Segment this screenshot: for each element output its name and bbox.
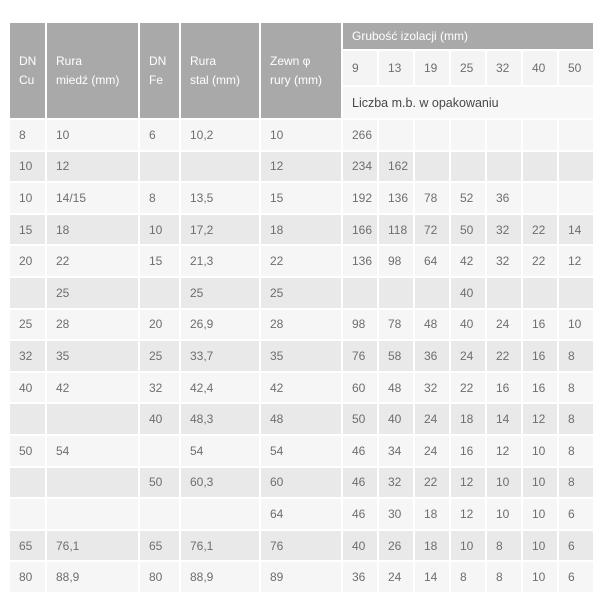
table-cell: 25 bbox=[139, 340, 180, 372]
table-cell: 12 bbox=[450, 467, 486, 499]
thickness-value: 50 bbox=[558, 50, 594, 86]
table-cell: 35 bbox=[260, 340, 342, 372]
table-cell: 65 bbox=[139, 530, 180, 562]
table-cell: 22 bbox=[522, 245, 558, 277]
table-row bbox=[9, 435, 594, 467]
table-cell: 64 bbox=[260, 498, 342, 530]
table-cell: 60 bbox=[260, 467, 342, 499]
table-cell: 16 bbox=[522, 372, 558, 404]
table-cell: 32 bbox=[139, 372, 180, 404]
table-cell: 52 bbox=[450, 182, 486, 214]
table-cell: 20 bbox=[139, 309, 180, 341]
table-row bbox=[9, 403, 594, 435]
table-row bbox=[9, 467, 594, 499]
table-cell bbox=[486, 277, 522, 309]
header-line: Zewn φ bbox=[270, 53, 311, 68]
table-cell: 22 bbox=[522, 214, 558, 246]
table-cell: 10 bbox=[139, 214, 180, 246]
table-row bbox=[9, 214, 594, 246]
table-cell: 34 bbox=[378, 435, 414, 467]
table-cell bbox=[378, 277, 414, 309]
table-cell: 22 bbox=[414, 467, 450, 499]
table-cell: 76,1 bbox=[46, 530, 139, 562]
table-cell: 46 bbox=[342, 498, 378, 530]
table-cell: 65 bbox=[9, 530, 46, 562]
table-cell: 22 bbox=[260, 245, 342, 277]
table-cell: 12 bbox=[46, 151, 139, 183]
table-cell: 48 bbox=[260, 403, 342, 435]
table-cell: 46 bbox=[342, 467, 378, 499]
table-cell: 58 bbox=[378, 340, 414, 372]
table-cell: 22 bbox=[46, 245, 139, 277]
table-cell: 28 bbox=[260, 309, 342, 341]
table-cell: 33,7 bbox=[180, 340, 260, 372]
table-cell: 16 bbox=[486, 372, 522, 404]
table-cell bbox=[558, 277, 594, 309]
table-cell bbox=[46, 467, 139, 499]
header-line: Cu bbox=[19, 72, 35, 87]
table-cell: 89 bbox=[260, 561, 342, 593]
table-cell bbox=[414, 151, 450, 183]
table-cell: 13,5 bbox=[180, 182, 260, 214]
insulation-table-wrapper bbox=[8, 21, 593, 594]
table-cell bbox=[558, 151, 594, 183]
table-cell: 6 bbox=[139, 119, 180, 151]
table-row bbox=[9, 245, 594, 277]
table-cell: 8 bbox=[558, 340, 594, 372]
table-cell: 8 bbox=[558, 372, 594, 404]
table-cell: 17,2 bbox=[180, 214, 260, 246]
table-cell: 36 bbox=[414, 340, 450, 372]
table-cell: 8 bbox=[558, 467, 594, 499]
table-cell: 26 bbox=[378, 530, 414, 562]
table-cell: 136 bbox=[342, 245, 378, 277]
table-cell: 28 bbox=[46, 309, 139, 341]
thickness-value: 19 bbox=[414, 50, 450, 86]
table-cell: 10 bbox=[9, 182, 46, 214]
table-cell: 50 bbox=[139, 467, 180, 499]
table-cell bbox=[46, 498, 139, 530]
table-cell: 10 bbox=[522, 561, 558, 593]
table-cell: 10,2 bbox=[180, 119, 260, 151]
table-cell: 30 bbox=[378, 498, 414, 530]
table-cell: 15 bbox=[139, 245, 180, 277]
table-cell: 32 bbox=[378, 467, 414, 499]
table-cell: 78 bbox=[414, 182, 450, 214]
table-cell: 24 bbox=[378, 561, 414, 593]
table-cell: 50 bbox=[9, 435, 46, 467]
table-cell: 18 bbox=[260, 214, 342, 246]
table-row bbox=[9, 277, 594, 309]
table-cell bbox=[139, 277, 180, 309]
header-zewn-fi-rury bbox=[260, 22, 342, 119]
table-cell: 162 bbox=[378, 151, 414, 183]
table-cell: 40 bbox=[378, 403, 414, 435]
table-cell: 10 bbox=[260, 119, 342, 151]
table-cell: 10 bbox=[486, 498, 522, 530]
table-cell: 14/15 bbox=[46, 182, 139, 214]
table-cell: 8 bbox=[486, 561, 522, 593]
header-line: Fe bbox=[149, 72, 164, 87]
table-cell: 88,9 bbox=[180, 561, 260, 593]
table-cell: 234 bbox=[342, 151, 378, 183]
table-cell: 48,3 bbox=[180, 403, 260, 435]
table-cell: 16 bbox=[522, 340, 558, 372]
table-cell: 118 bbox=[378, 214, 414, 246]
table-cell: 42 bbox=[260, 372, 342, 404]
table-cell: 10 bbox=[522, 435, 558, 467]
table-cell: 18 bbox=[46, 214, 139, 246]
table-cell: 6 bbox=[558, 561, 594, 593]
table-cell: 12 bbox=[450, 498, 486, 530]
header-line: Rura bbox=[190, 53, 217, 68]
table-cell: 136 bbox=[378, 182, 414, 214]
table-cell: 10 bbox=[486, 467, 522, 499]
table-cell bbox=[522, 182, 558, 214]
table-row bbox=[9, 309, 594, 341]
table-cell: 60,3 bbox=[180, 467, 260, 499]
table-cell: 10 bbox=[46, 119, 139, 151]
table-body bbox=[9, 119, 594, 593]
table-cell: 12 bbox=[486, 435, 522, 467]
table-cell: 20 bbox=[9, 245, 46, 277]
table-cell bbox=[139, 435, 180, 467]
table-cell: 192 bbox=[342, 182, 378, 214]
table-cell: 25 bbox=[9, 309, 46, 341]
table-cell bbox=[486, 119, 522, 151]
thickness-value: 9 bbox=[342, 50, 378, 86]
table-cell bbox=[414, 277, 450, 309]
table-cell: 6 bbox=[558, 530, 594, 562]
table-cell: 8 bbox=[486, 530, 522, 562]
table-row bbox=[9, 151, 594, 183]
table-cell: 32 bbox=[414, 372, 450, 404]
table-cell: 10 bbox=[522, 530, 558, 562]
table-cell bbox=[558, 119, 594, 151]
header-dn-fe bbox=[139, 22, 180, 119]
table-cell: 25 bbox=[180, 277, 260, 309]
table-cell: 24 bbox=[450, 340, 486, 372]
table-cell: 42,4 bbox=[180, 372, 260, 404]
table-cell: 54 bbox=[260, 435, 342, 467]
table-cell: 18 bbox=[414, 498, 450, 530]
table-cell: 76 bbox=[260, 530, 342, 562]
table-cell: 10 bbox=[522, 467, 558, 499]
table-cell: 98 bbox=[378, 245, 414, 277]
table-cell: 24 bbox=[414, 435, 450, 467]
table-cell: 8 bbox=[558, 435, 594, 467]
header-line: miedź (mm) bbox=[56, 72, 120, 87]
header-rura-stal bbox=[180, 22, 260, 119]
header-line: Rura bbox=[56, 53, 83, 68]
table-row bbox=[9, 340, 594, 372]
table-cell: 76 bbox=[342, 340, 378, 372]
table-cell: 18 bbox=[450, 403, 486, 435]
table-cell: 80 bbox=[139, 561, 180, 593]
table-header-row bbox=[9, 22, 594, 50]
table-cell bbox=[450, 119, 486, 151]
table-cell: 12 bbox=[558, 245, 594, 277]
table-cell bbox=[522, 119, 558, 151]
table-cell: 8 bbox=[558, 403, 594, 435]
table-cell: 14 bbox=[486, 403, 522, 435]
table-cell bbox=[9, 403, 46, 435]
table-cell bbox=[46, 403, 139, 435]
table-cell: 25 bbox=[46, 277, 139, 309]
table-cell: 10 bbox=[522, 498, 558, 530]
table-cell: 18 bbox=[414, 530, 450, 562]
table-row bbox=[9, 119, 594, 151]
table-row bbox=[9, 530, 594, 562]
table-row bbox=[9, 498, 594, 530]
header-line: DN bbox=[19, 53, 37, 68]
header-rura-miedz bbox=[46, 22, 139, 119]
table-cell: 32 bbox=[9, 340, 46, 372]
header-line: stal (mm) bbox=[190, 72, 240, 87]
table-cell: 32 bbox=[486, 214, 522, 246]
table-row bbox=[9, 182, 594, 214]
table-cell: 6 bbox=[558, 498, 594, 530]
table-cell: 78 bbox=[378, 309, 414, 341]
thickness-value: 40 bbox=[522, 50, 558, 86]
table-cell: 8 bbox=[9, 119, 46, 151]
table-cell bbox=[558, 182, 594, 214]
table-cell: 8 bbox=[450, 561, 486, 593]
table-cell: 64 bbox=[414, 245, 450, 277]
table-cell: 42 bbox=[46, 372, 139, 404]
thickness-value: 25 bbox=[450, 50, 486, 86]
thickness-value: 13 bbox=[378, 50, 414, 86]
table-cell: 50 bbox=[342, 403, 378, 435]
table-cell: 25 bbox=[260, 277, 342, 309]
table-row bbox=[9, 372, 594, 404]
table-cell: 24 bbox=[486, 309, 522, 341]
table-cell bbox=[450, 151, 486, 183]
table-cell: 54 bbox=[46, 435, 139, 467]
table-cell: 60 bbox=[342, 372, 378, 404]
table-cell bbox=[9, 467, 46, 499]
table-cell: 36 bbox=[486, 182, 522, 214]
table-cell bbox=[522, 277, 558, 309]
table-cell bbox=[139, 151, 180, 183]
table-cell bbox=[139, 498, 180, 530]
table-cell: 48 bbox=[378, 372, 414, 404]
table-cell: 12 bbox=[260, 151, 342, 183]
table-cell bbox=[9, 277, 46, 309]
table-cell: 46 bbox=[342, 435, 378, 467]
table-cell: 21,3 bbox=[180, 245, 260, 277]
table-cell: 35 bbox=[46, 340, 139, 372]
header-line: rury (mm) bbox=[270, 72, 322, 87]
table-cell bbox=[378, 119, 414, 151]
table-cell: 98 bbox=[342, 309, 378, 341]
table-cell: 48 bbox=[414, 309, 450, 341]
header-insulation-thickness: Grubość izolacji (mm) bbox=[342, 22, 594, 50]
table-cell: 10 bbox=[9, 151, 46, 183]
table-cell: 40 bbox=[342, 530, 378, 562]
table-cell: 22 bbox=[486, 340, 522, 372]
table-cell: 15 bbox=[9, 214, 46, 246]
table-cell: 40 bbox=[450, 309, 486, 341]
table-cell: 22 bbox=[450, 372, 486, 404]
insulation-spec-table bbox=[8, 21, 595, 594]
table-cell bbox=[342, 277, 378, 309]
table-cell bbox=[180, 498, 260, 530]
table-cell: 36 bbox=[342, 561, 378, 593]
table-cell: 72 bbox=[414, 214, 450, 246]
table-cell: 10 bbox=[450, 530, 486, 562]
table-cell: 50 bbox=[450, 214, 486, 246]
table-cell: 40 bbox=[450, 277, 486, 309]
table-cell: 266 bbox=[342, 119, 378, 151]
table-cell: 12 bbox=[522, 403, 558, 435]
table-cell: 16 bbox=[522, 309, 558, 341]
table-cell: 80 bbox=[9, 561, 46, 593]
table-cell bbox=[9, 498, 46, 530]
header-dn-cu bbox=[9, 22, 46, 119]
table-cell: 8 bbox=[139, 182, 180, 214]
table-cell: 14 bbox=[558, 214, 594, 246]
table-cell: 54 bbox=[180, 435, 260, 467]
table-cell: 88,9 bbox=[46, 561, 139, 593]
table-cell bbox=[180, 151, 260, 183]
table-cell bbox=[522, 151, 558, 183]
table-cell: 15 bbox=[260, 182, 342, 214]
table-cell bbox=[486, 151, 522, 183]
thickness-value: 32 bbox=[486, 50, 522, 86]
table-cell: 24 bbox=[414, 403, 450, 435]
table-cell: 166 bbox=[342, 214, 378, 246]
table-cell: 42 bbox=[450, 245, 486, 277]
table-cell: 26,9 bbox=[180, 309, 260, 341]
pack-quantity-header: Liczba m.b. w opakowaniu bbox=[342, 86, 594, 119]
table-cell: 10 bbox=[558, 309, 594, 341]
table-row bbox=[9, 561, 594, 593]
table-cell: 32 bbox=[486, 245, 522, 277]
table-cell: 40 bbox=[139, 403, 180, 435]
table-cell: 14 bbox=[414, 561, 450, 593]
header-line: DN bbox=[149, 53, 167, 68]
table-cell: 16 bbox=[450, 435, 486, 467]
table-cell: 76,1 bbox=[180, 530, 260, 562]
table-cell: 40 bbox=[9, 372, 46, 404]
table-cell bbox=[414, 119, 450, 151]
